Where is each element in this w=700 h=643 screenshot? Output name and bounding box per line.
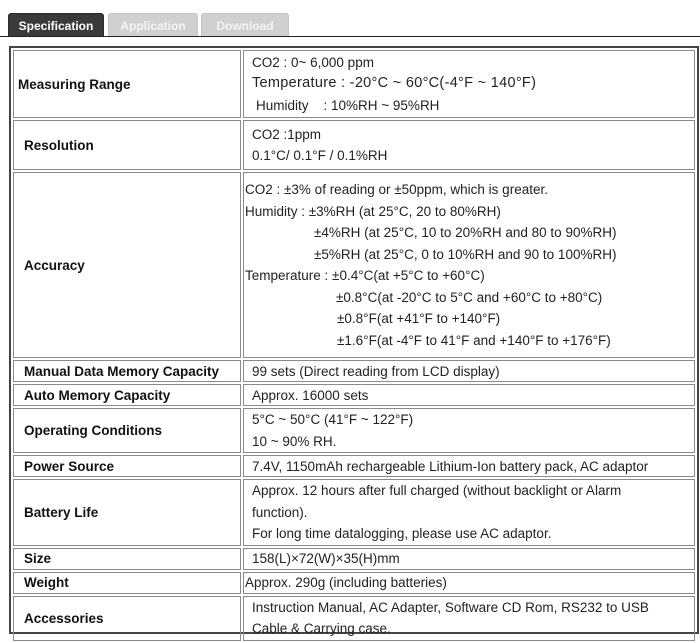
value-line: Cable & Carrying case. (252, 621, 391, 636)
table-row (13, 50, 695, 118)
row-label: Resolution (13, 120, 241, 170)
value-line: Humidity : ±3%RH (at 25°C, 20 to 80%RH) (245, 203, 501, 219)
row-value: Approx. 290g (including batteries) (243, 572, 695, 594)
row-value: 7.4V, 1150mAh rechargeable Lithium-Ion battery pack, AC adaptor (243, 455, 695, 477)
row-value (243, 596, 695, 641)
tab-application[interactable]: Application (108, 13, 198, 37)
row-value: Approx. 16000 sets (243, 384, 695, 406)
tab-bar (0, 0, 700, 36)
value-line: CO2 :1ppm (252, 126, 322, 142)
row-label: Weight (13, 572, 241, 594)
row-label: Size (13, 548, 241, 570)
tab-download[interactable]: Download (201, 13, 289, 37)
value-line: 10 ~ 90% RH. (252, 433, 337, 449)
row-value (243, 50, 695, 118)
row-label: Manual Data Memory Capacity (13, 360, 241, 382)
value-line: Humidity : 10%RH ~ 95%RH (256, 97, 440, 113)
value-line: Instruction Manual, AC Adapter, Software CD Rom, RS232 to USB (252, 599, 649, 615)
row-label: Auto Memory Capacity (13, 384, 241, 406)
value-line: For long time datalogging, please use AC adaptor. (252, 526, 552, 541)
value-line: ±4%RH (at 25°C, 10 to 20%RH and 80 to 90%RH) (314, 225, 617, 240)
value-line: ±1.6°F(at -4°F to 41°F and +140°F to +176°F) (337, 332, 611, 348)
spec-table (11, 48, 697, 643)
table-row (13, 384, 695, 406)
row-label: Measuring Range (13, 50, 241, 118)
row-label: Accessories (13, 596, 241, 641)
value-line: Approx. 12 hours after full charged (without backlight or Alarm (252, 483, 622, 498)
table-row (13, 596, 695, 641)
tab-divider (0, 36, 700, 37)
value-line: function). (252, 504, 308, 520)
value-line: Temperature : ±0.4°C(at +5°C to +60°C) (245, 268, 485, 283)
row-value (243, 408, 695, 453)
table-row (13, 455, 695, 477)
value-line: CO2 : 0~ 6,000 ppm (252, 54, 374, 70)
value-line: Temperature : -20°C ~ 60°C(-4°F ~ 140°F) (252, 75, 537, 92)
table-row (13, 548, 695, 570)
row-value: 99 sets (Direct reading from LCD display) (243, 360, 695, 382)
table-row (13, 360, 695, 382)
row-label: Power Source (13, 455, 241, 477)
row-value (243, 120, 695, 170)
value-line: CO2 : ±3% of reading or ±50ppm, which is greater. (245, 182, 548, 197)
row-value (243, 479, 695, 546)
value-line: ±0.8°F(at +41°F to +140°F) (337, 311, 501, 326)
value-line: 0.1°C/ 0.1°F / 0.1%RH (252, 148, 388, 163)
table-row (13, 479, 695, 546)
row-label: Battery Life (13, 479, 241, 546)
table-row (13, 120, 695, 170)
row-value: 158(L)×72(W)×35(H)mm (243, 548, 695, 570)
table-row (13, 572, 695, 594)
table-row (13, 172, 695, 358)
value-line: ±0.8°C(at -20°C to 5°C and +60°C to +80°C) (336, 289, 603, 305)
row-value (243, 172, 695, 358)
value-line: ±5%RH (at 25°C, 0 to 10%RH and 90 to 100%RH) (314, 246, 617, 262)
tab-specification[interactable]: Specification (8, 13, 104, 37)
table-row (13, 408, 695, 453)
row-label: Operating Conditions (13, 408, 241, 453)
value-line: 5°C ~ 50°C (41°F ~ 122°F) (252, 412, 414, 427)
row-label: Accuracy (13, 172, 241, 358)
